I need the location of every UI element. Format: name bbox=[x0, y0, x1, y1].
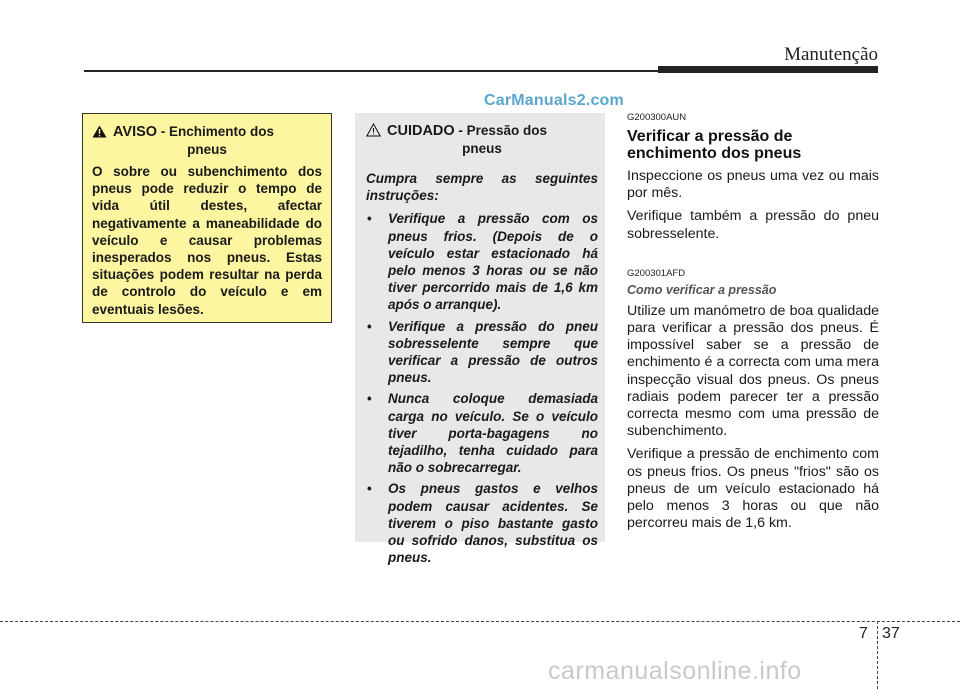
page-number: 37 bbox=[882, 625, 900, 642]
caution-intro: Cumpra sempre as seguintes instruções: bbox=[366, 171, 598, 204]
caution-heading bbox=[366, 123, 598, 157]
paragraph: Verifique também a pressão do pneu sobresselente. bbox=[627, 208, 879, 242]
section-code: G200300AUN bbox=[627, 112, 687, 123]
caution-title: - Pressão dos bbox=[454, 123, 547, 138]
warning-title: - Enchimento dos bbox=[157, 124, 275, 139]
warning-box bbox=[82, 113, 332, 323]
warning-triangle-icon bbox=[92, 125, 107, 142]
chapter-number: 7 bbox=[859, 625, 868, 642]
caution-box bbox=[355, 113, 605, 566]
subsection-code: G200301AFD bbox=[627, 267, 686, 279]
paragraph: Inspeccione os pneus uma vez ou mais por mês. bbox=[627, 168, 879, 202]
caution-label: CUIDADO bbox=[387, 123, 455, 139]
warning-heading bbox=[92, 124, 322, 158]
section-heading: Verificar a pressão de enchimento dos pneus bbox=[627, 128, 802, 162]
warning-label: AVISO bbox=[113, 124, 158, 140]
header-rule-accent bbox=[658, 66, 878, 73]
footer-divider bbox=[877, 621, 878, 689]
caution-item: • Verifique a pressão do pneu sobresselente sempre que verificar a pressão de outros pneus. bbox=[367, 318, 598, 386]
warning-body: O sobre ou subenchimento dos pneus pode reduzir o tempo de vida útil destes, afectar negativamente a maneabilidade do veículo e causar problemas inesperados nos pneus. Estas situações podem resultar na perda de controlo do veículo e em eventuais lesões. bbox=[92, 164, 322, 317]
page-section-title: Manutenção bbox=[784, 44, 878, 65]
caution-item: • Os pneus gastos e velhos podem causar acidentes. Se tiverem o piso bastante gasto ou sofrido danos, substitua os pneus. bbox=[367, 481, 598, 566]
watermark-top: CarManuals2.com bbox=[484, 92, 624, 109]
caution-list bbox=[366, 210, 598, 566]
main-text-column bbox=[627, 112, 879, 532]
paragraph: Verifique a pressão de enchimento com os pneus frios. Os pneus "frios" são os pneus de um veículo estacionado há pelo menos 3 horas ou que não percorreu mais de 1,6 km. bbox=[627, 446, 879, 532]
caution-triangle-icon bbox=[366, 123, 381, 141]
paragraph: Utilize um manómetro de boa qualidade para verificar a pressão dos pneus. É impossível saber se a pressão de enchimento é a correcta com uma mera inspecção visual dos pneus. Os pneus radiais podem parecer ter a pressão correcta mesmo com uma pressão de subenchimento. bbox=[627, 302, 879, 440]
caution-item: • Verifique a pressão com os pneus frios. (Depois de o veículo estar estacionado há pelo menos 3 horas ou se não tiver percorrido mais de 1,6 km após o arranque). bbox=[367, 211, 598, 313]
header-rule bbox=[84, 70, 660, 72]
footer-rule bbox=[0, 621, 960, 622]
caution-item: • Nunca coloque demasiada carga no veículo. Se o veículo tiver porta-bagagens no tejadilho, tenha cuidado para não o sobrecarregar. bbox=[367, 391, 598, 476]
subsection-heading: Como verificar a pressão bbox=[627, 282, 777, 297]
warning-title-cont: pneus bbox=[187, 142, 227, 157]
caution-title-cont: pneus bbox=[462, 141, 502, 156]
watermark-bottom: carmanualsonline.info bbox=[548, 657, 802, 685]
